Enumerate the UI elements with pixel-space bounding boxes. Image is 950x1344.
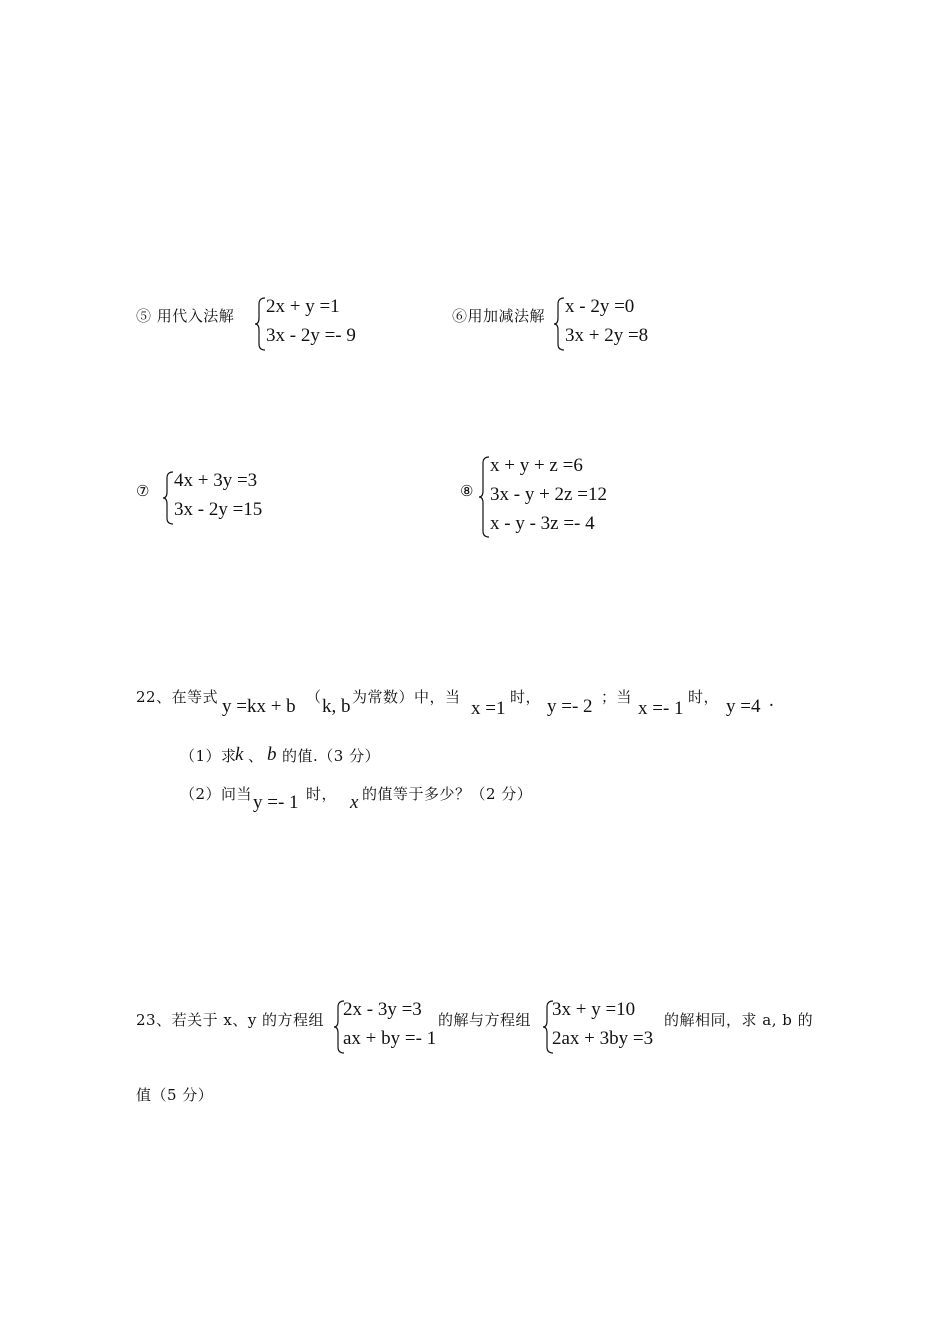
problem-7-label: ⑦ (136, 482, 150, 500)
problem-8-eq2: 3x - y + 2z =12 (490, 484, 607, 505)
q22-sub1-prefix: （1）求 (180, 747, 237, 765)
problem-8-eq3: x - y - 3z =- 4 (490, 513, 595, 534)
problem-5-eq1: 2x + y =1 (266, 296, 340, 317)
q22-sub1-b: b (267, 744, 277, 765)
problem-8-eq1: x + y + z =6 (490, 455, 583, 476)
q23-prefix: 23、若关于 x、y 的方程组 (136, 1011, 325, 1029)
q22-sub1-suffix: 的值.（3 分） (282, 747, 381, 765)
q22-cond1-x: x =1 (471, 698, 506, 719)
q23-system-a-eq1: 2x - 3y =3 (343, 999, 422, 1020)
q22-when2: 时， (688, 688, 720, 706)
q22-constants: k, b (322, 696, 351, 717)
problem-8-label: ⑧ (460, 482, 474, 500)
q22-equation: y =kx + b (222, 696, 296, 717)
problem-7-eq2: 3x - 2y =15 (174, 499, 263, 520)
problem-7-eq1: 4x + 3y =3 (174, 470, 258, 491)
q22-sub2-condition: y =- 1 (253, 792, 299, 813)
q23-system-b-eq2: 2ax + 3by =3 (552, 1028, 654, 1049)
q22-prefix: 22、在等式 (136, 688, 219, 706)
q22-when1: 时， (510, 688, 542, 706)
q22-sub1-k: k (235, 744, 244, 765)
problem-5-eq2: 3x - 2y =- 9 (266, 325, 356, 346)
q22-paren-open: （ (306, 688, 322, 706)
q22-end: . (769, 690, 774, 711)
q23-system-a-eq2: ax + by =- 1 (343, 1028, 437, 1049)
q22-sub2-prefix: （2）问当 (180, 785, 253, 803)
q22-constants-note: 为常数）中，当 (352, 688, 461, 706)
problem-5-label: ⑤ 用代入法解 (136, 307, 235, 325)
q22-sub2-suffix: 的值等于多少？（2 分） (362, 785, 533, 803)
q23-mid: 的解与方程组 (438, 1011, 532, 1029)
problem-6-eq2: 3x + 2y =8 (565, 325, 649, 346)
q22-sub2-mid: 时， (306, 785, 338, 803)
problem-6-label: ⑥用加减法解 (452, 307, 546, 325)
q22-separator: ；当 (601, 688, 633, 706)
q23-continuation: 值（5 分） (136, 1086, 214, 1104)
q22-cond2-x: x =- 1 (638, 698, 684, 719)
q23-system-b-eq1: 3x + y =10 (552, 999, 636, 1020)
problem-6-eq1: x - 2y =0 (565, 296, 635, 317)
q23-suffix: 的解相同，求 a, b 的 (664, 1011, 814, 1029)
q22-cond2-y: y =4 (726, 696, 761, 717)
q22-sub2-x: x (350, 792, 359, 813)
q22-cond1-y: y =- 2 (547, 696, 593, 717)
q22-sub1-mid: 、 (248, 747, 264, 765)
